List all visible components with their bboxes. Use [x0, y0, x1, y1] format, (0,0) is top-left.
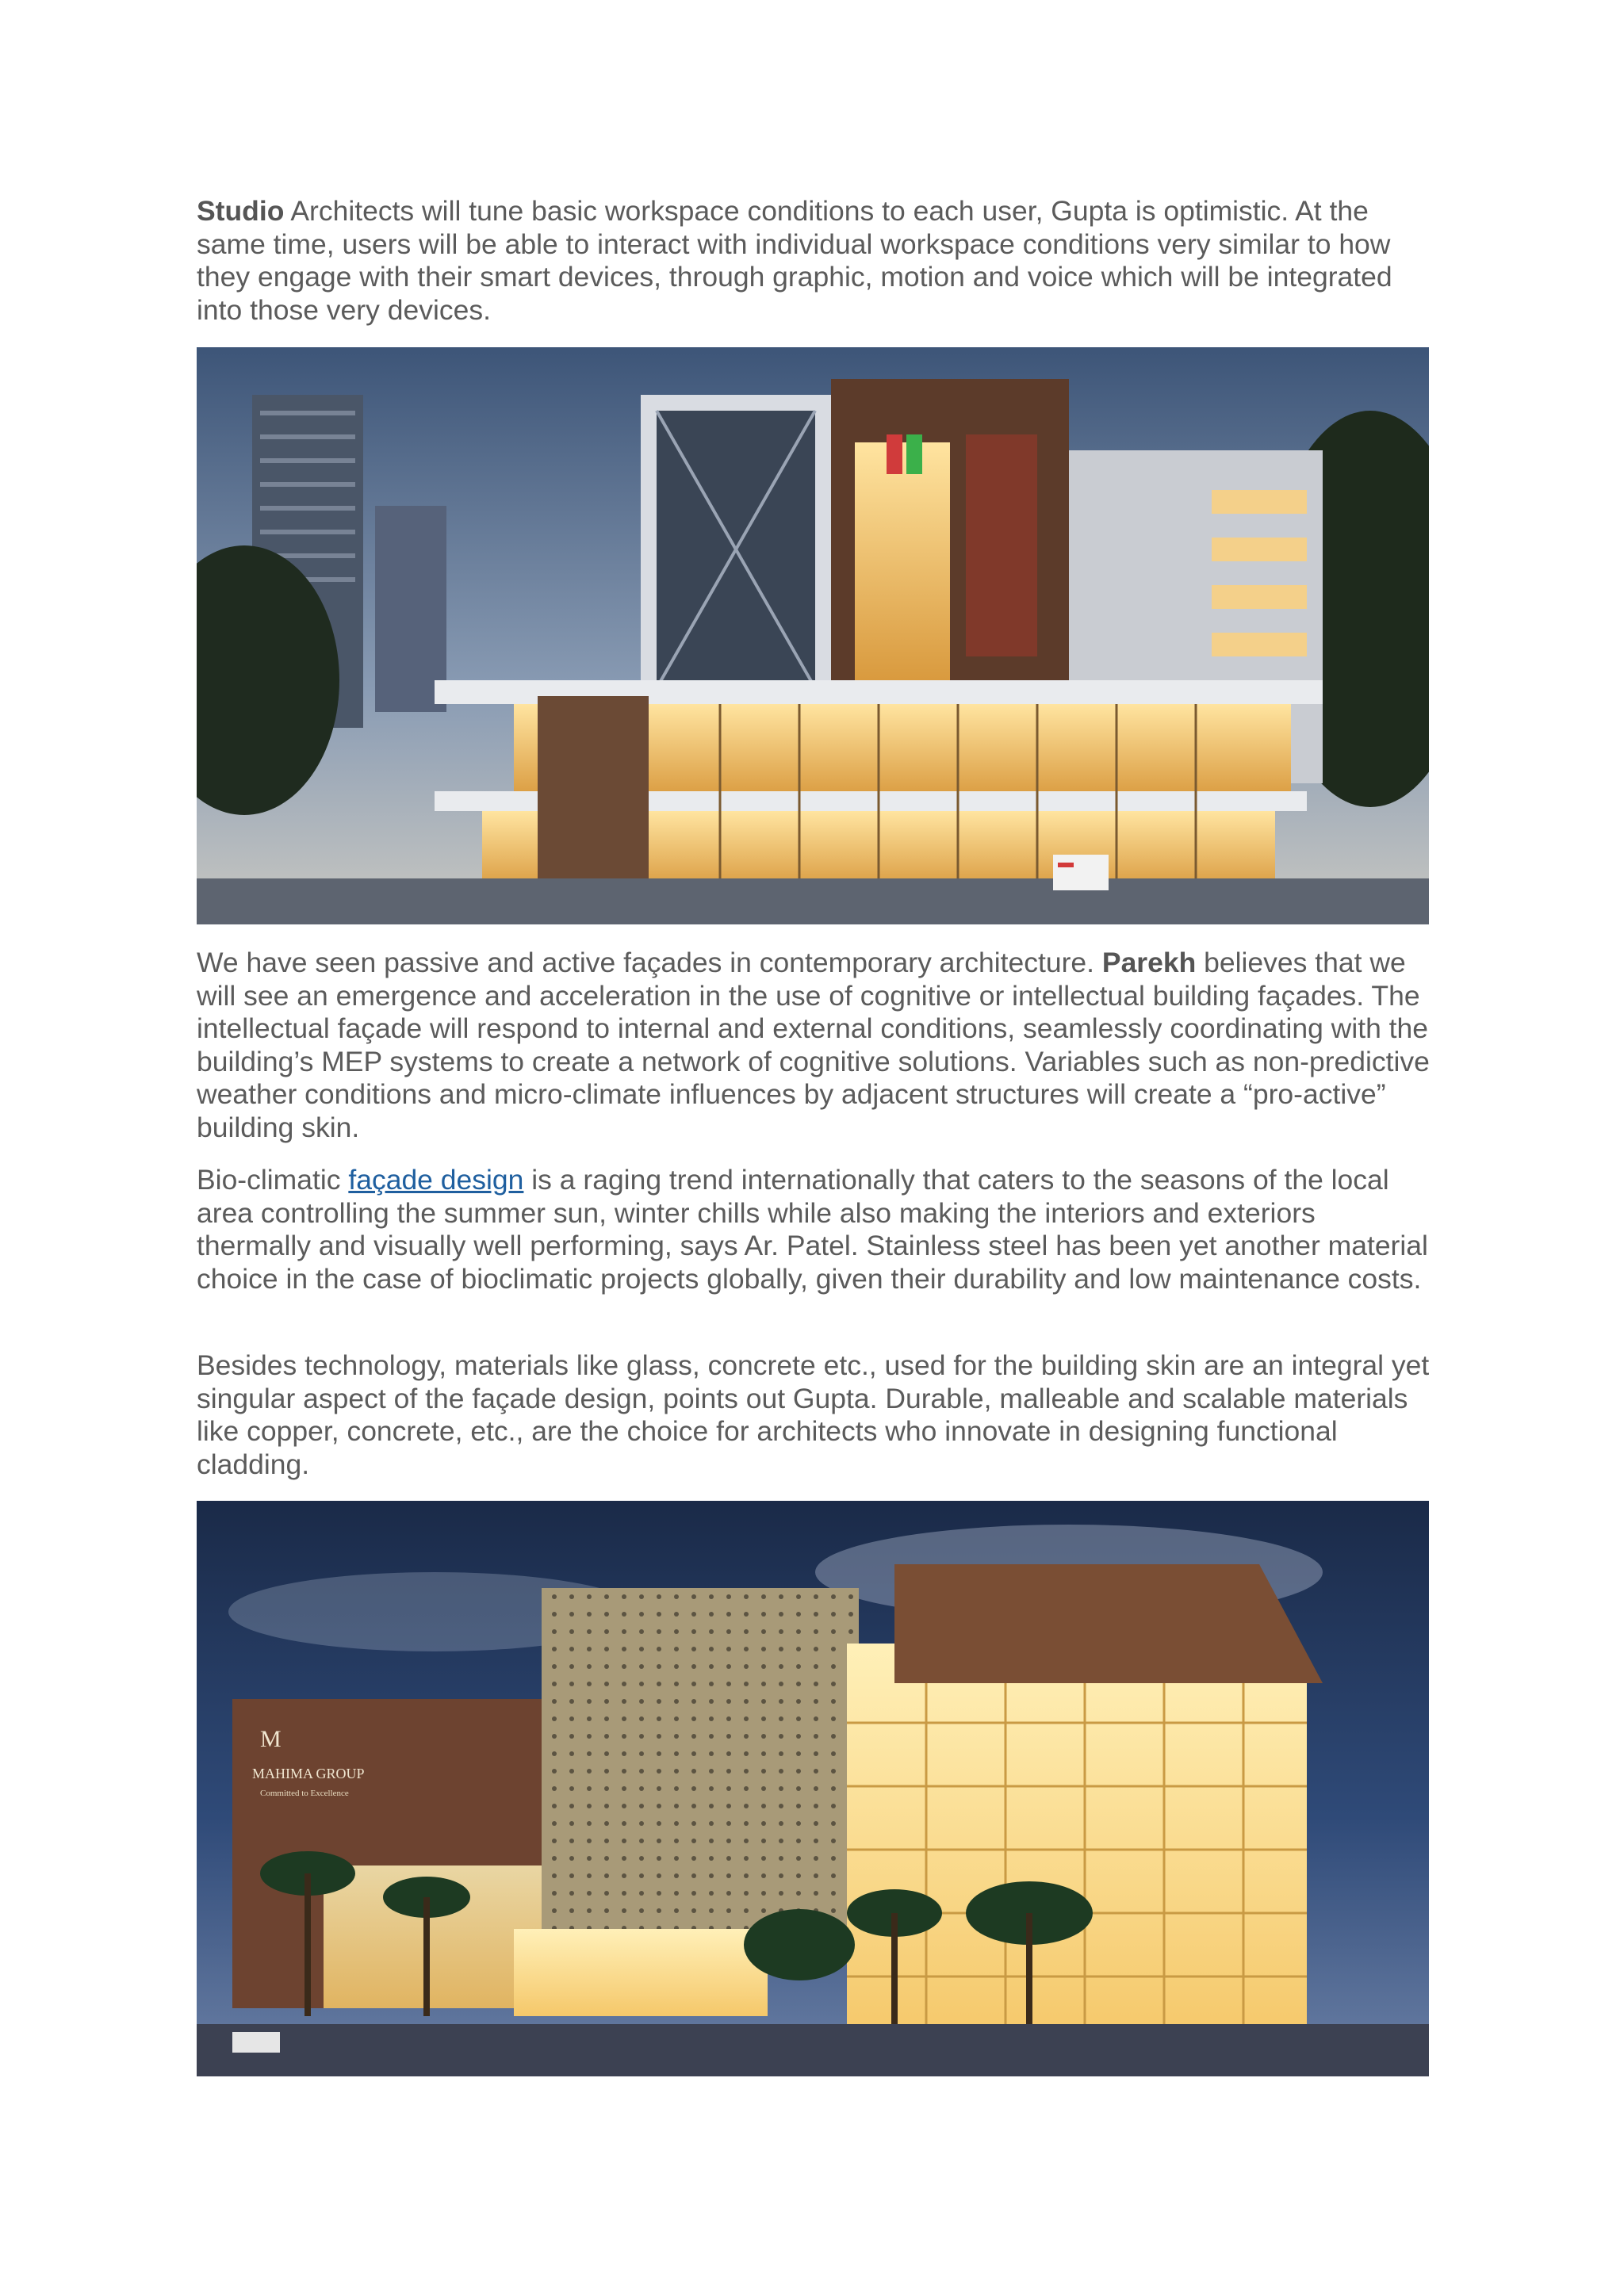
bold-parekh: Parekh [1101, 947, 1197, 978]
paragraph-text: Architects will tune basic workspace conditions to each user, Gupta is optimistic. At the same time, users will be able to interact with individual workspace conditions very similar to how they engage with their smart devices, through graphic, motion and voice which will be integrated into those very devices. [197, 195, 1392, 326]
paragraph-text: is a raging trend internationally that caters to the seasons of the local area controlling the summer sun, winter chills while also making the interiors and exteriors thermally and visually well performing, says Ar. Patel. Stainless steel has been yet another material choice in the case of bioclimatic projects globally, given their durability and low maintenance costs. [197, 1164, 1428, 1295]
mahima-building-illustration [197, 1501, 1429, 2076]
facade-design-link[interactable]: façade design [348, 1164, 524, 1196]
office-building-illustration [197, 347, 1429, 924]
paragraph-text: We have seen passive and active façades in contemporary architecture. [197, 947, 1102, 978]
bold-studio: Studio [197, 195, 285, 227]
paragraph-bio-climatic [197, 1164, 1434, 1295]
paragraph-materials [197, 1349, 1434, 1481]
logo-tagline: Committed to Excellence [260, 1789, 349, 1798]
paragraph-intellectual-facades [197, 947, 1434, 1144]
paragraph-text: Besides technology, materials like glass, concrete etc., used for the building skin are an integral yet singular aspect of the façade design, points out Gupta. Durable, malleable and scalable materials like copper, concrete, etc., are the choice for architects who innovate in designing functional cladding. [197, 1349, 1430, 1480]
paragraph-workspace-conditions [197, 195, 1434, 327]
logo-name: MAHIMA GROUP [252, 1766, 365, 1781]
mahima-group-building-rendering-image [197, 1501, 1429, 2076]
paragraph-text: Bio-climatic [197, 1164, 349, 1196]
paragraph-text: believes that we will see an emergence and acceleration in the use of cognitive or intellectual building façades. The intellectual façade will respond to internal and external conditions, seamlessly coordinating with the building’s MEP systems to create a network of cognitive solutions. Variables such as non-predictive weather conditions and micro-climate influences by adjacent structures will create a “pro-active” building skin. [197, 947, 1430, 1143]
logo-emblem: M [260, 1726, 282, 1752]
office-building-rendering-image [197, 347, 1429, 924]
